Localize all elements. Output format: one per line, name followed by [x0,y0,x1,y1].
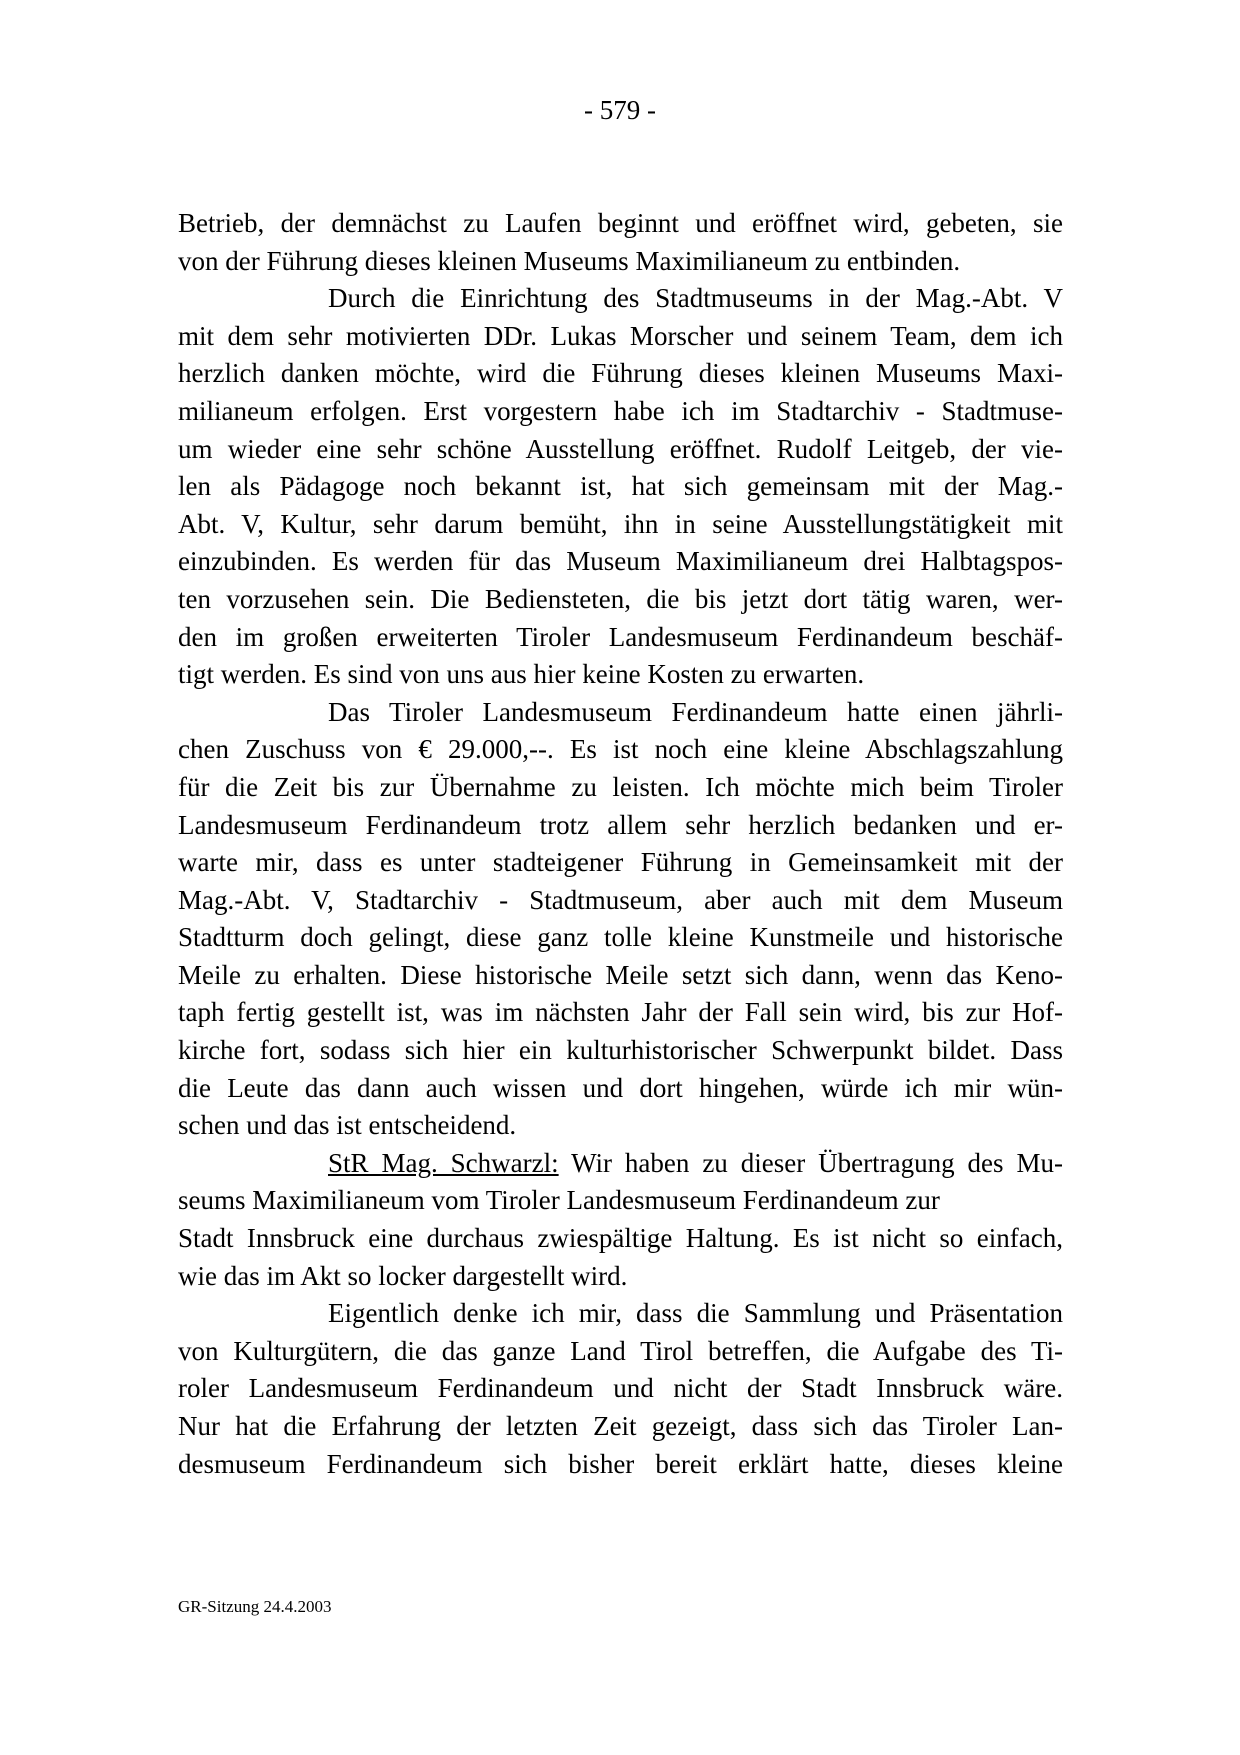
document-body [178,205,1063,1483]
text-line: von Kulturgütern, die das ganze Land Tirol betreffen, die Aufgabe des Ti- [178,1335,1063,1366]
text-line: für die Zeit bis zur Übernahme zu leisten. Ich möchte mich beim Tiroler [178,771,1063,802]
text-line: einzubinden. Es werden für das Museum Maximilianeum drei Halbtagspos- [178,546,1063,577]
text-line: roler Landesmuseum Ferdinandeum und nicht der Stadt Innsbruck wäre. [178,1373,1063,1404]
speaker-text: Wir haben zu dieser Übertragung des Mu- [558,1147,1063,1178]
text-line: kirche fort, sodass sich hier ein kulturhistorischer Schwerpunkt bildet. Dass [178,1035,1063,1066]
text-line: desmuseum Ferdinandeum sich bisher bereit erklärt hatte, dieses kleine [178,1448,1063,1479]
text-line: herzlich danken möchte, wird die Führung dieses kleinen Museums Maxi- [178,358,1063,389]
text-line: Stadt Innsbruck eine durchaus zwiespältige Haltung. Es ist nicht so einfach, [178,1223,1063,1254]
speaker-name: StR Mag. Schwarzl: [328,1147,559,1178]
speaker-line [178,1145,1063,1183]
text-line: chen Zuschuss von € 29.000,--. Es ist noch eine kleine Abschlagszahlung [178,734,1063,765]
text-line: Meile zu erhalten. Diese historische Meile setzt sich dann, wenn das Keno- [178,959,1063,990]
footer-session-date: GR-Sitzung 24.4.2003 [178,1597,332,1616]
text-line: Betrieb, der demnächst zu Laufen beginnt und eröffnet wird, gebeten, sie [178,208,1063,238]
text-line: Nur hat die Erfahrung der letzten Zeit gezeigt, dass sich das Tiroler Lan- [178,1411,1063,1441]
text-line: Mag.-Abt. V, Stadtarchiv - Stadtmuseum, aber auch mit dem Museum [178,884,1063,915]
text-line: warte mir, dass es unter stadteigener Führung in Gemeinsamkeit mit der [178,847,1063,878]
paragraph-5 [178,1295,1063,1483]
paragraph-2 [178,280,1063,694]
text-line: wie das im Akt so locker dargestellt wird. [178,1260,628,1291]
text-line: den im großen erweiterten Tiroler Landesmuseum Ferdinandeum beschäf- [178,621,1063,652]
paragraph-1 [178,205,1063,280]
text-line: seums Maximilianeum vom Tiroler Landesmuseum Ferdinandeum zur [178,1185,940,1216]
text-line: tigt werden. Es sind von uns aus hier keine Kosten zu erwarten. [178,659,865,690]
paragraph-3 [178,694,1063,1145]
text-line: die Leute das dann auch wissen und dort hingehen, würde ich mir wün- [178,1072,1063,1103]
text-line: ten vorzusehen sein. Die Bediensteten, die bis jetzt dort tätig waren, wer- [178,583,1063,614]
text-line: Stadtturm doch gelingt, diese ganz tolle kleine Kunstmeile und historische [178,922,1063,953]
text-line: schen und das ist entscheidend. [178,1110,517,1141]
text-line: mit dem sehr motivierten DDr. Lukas Morscher und seinem Team, dem ich [178,320,1063,351]
text-line: Landesmuseum Ferdinandeum trotz allem sehr herzlich bedanken und er- [178,809,1063,840]
text-line: von der Führung dieses kleinen Museums Maximilianeum zu entbinden. [178,245,961,276]
text-line: Durch die Einrichtung des Stadtmuseums in der Mag.-Abt. V [328,283,1063,314]
paragraph-4 [178,1145,1063,1295]
text-line: Das Tiroler Landesmuseum Ferdinandeum hatte einen jährli- [328,696,1063,727]
text-line: taph fertig gestellt ist, was im nächsten Jahr der Fall sein wird, bis zur Hof- [178,997,1063,1028]
page-number: - 579 - [584,95,656,125]
text-line: len als Pädagoge noch bekannt ist, hat sich gemeinsam mit der Mag.- [178,471,1063,502]
text-line: Abt. V, Kultur, sehr darum bemüht, ihn in seine Ausstellungstätigkeit mit [178,508,1063,539]
text-line: milianeum erfolgen. Erst vorgestern habe ich im Stadtarchiv - Stadtmuse- [178,395,1063,426]
text-line: Eigentlich denke ich mir, dass die Sammlung und Präsentation [328,1298,1063,1329]
text-line: um wieder eine sehr schöne Ausstellung eröffnet. Rudolf Leitgeb, der vie- [178,433,1063,464]
